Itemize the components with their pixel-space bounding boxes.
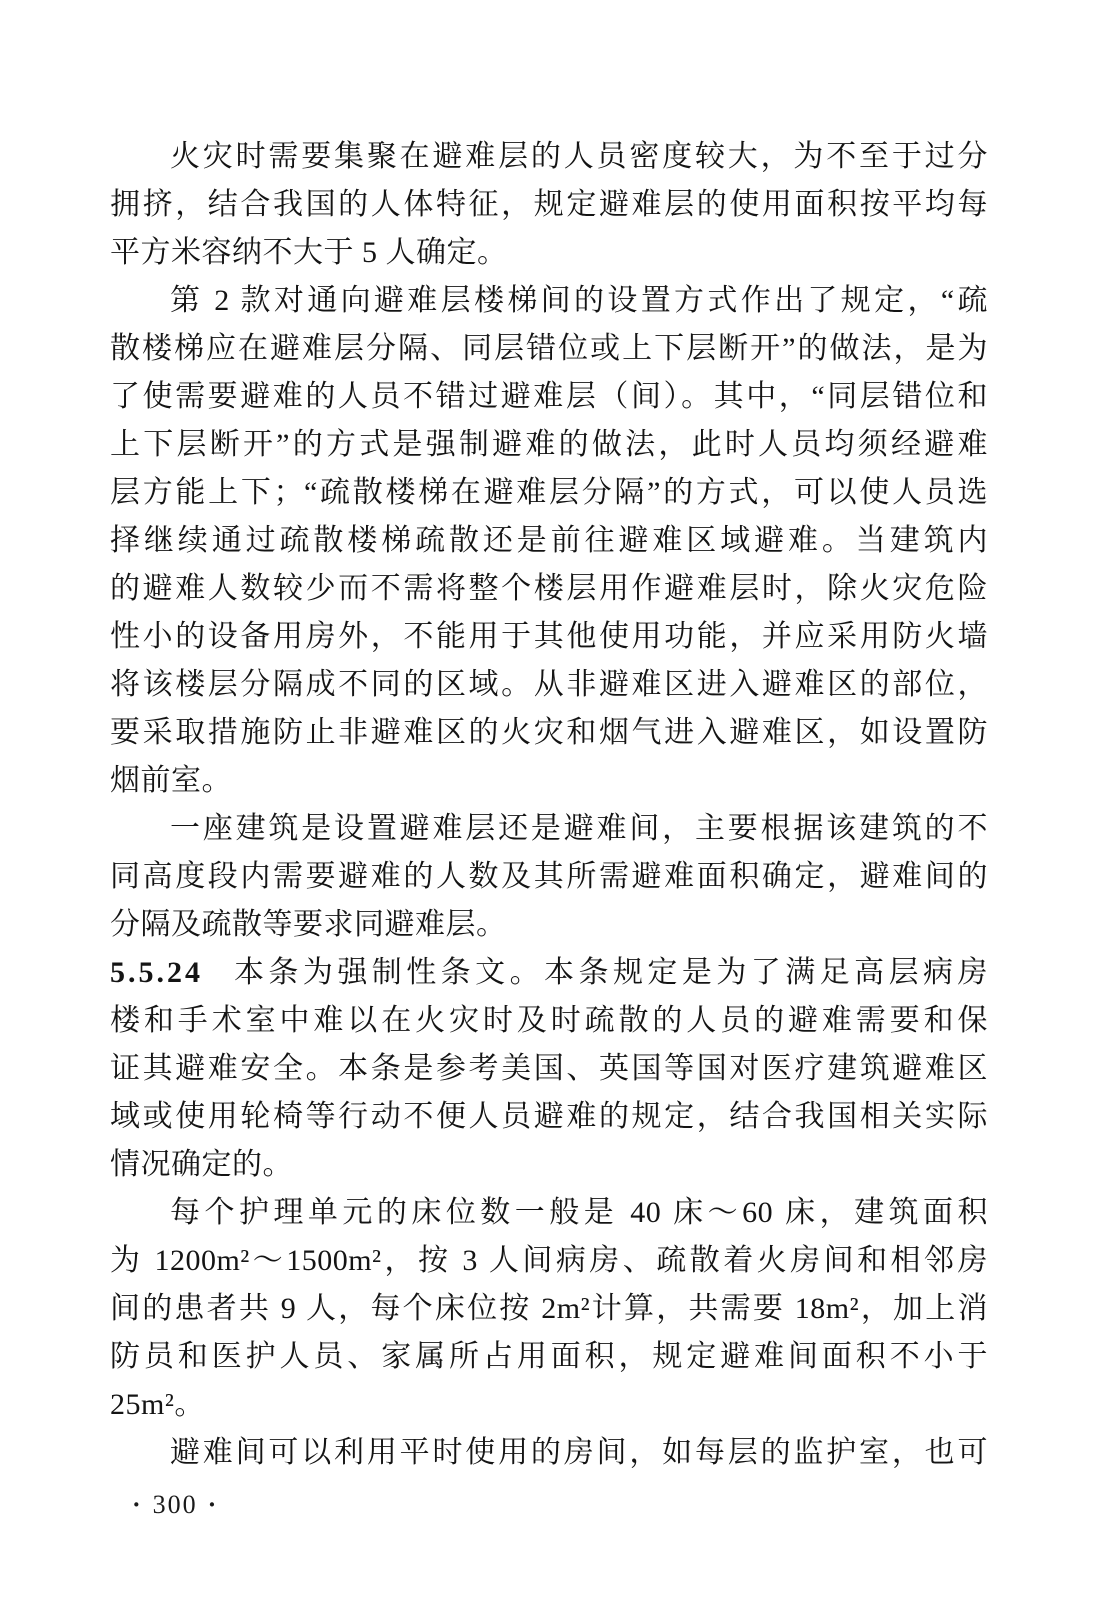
section-number: 5.5.24 (110, 956, 203, 989)
text-line (110, 1237, 988, 1285)
text-line (110, 1381, 988, 1429)
text-line (110, 1093, 988, 1141)
line-text: 拥挤，结合我国的人体特征，规定避难层的使用面积按平均每 (110, 188, 988, 221)
line-text: 楼和手术室中难以在火灾时及时疏散的人员的避难需要和保 (110, 1004, 988, 1037)
line-text: 防员和医护人员、家属所占用面积，规定避难间面积不小于 (110, 1340, 988, 1373)
text-line (110, 997, 988, 1045)
line-text: 为 1200m²～1500m²，按 3 人间病房、疏散着火房间和相邻房 (110, 1244, 988, 1277)
line-text: 上下层断开”的方式是强制避难的做法，此时人员均须经避难 (110, 428, 988, 461)
line-text: 证其避难安全。本条是参考美国、英国等国对医疗建筑避难区 (110, 1052, 988, 1085)
text-line (110, 517, 988, 565)
line-text: 域或使用轮椅等行动不便人员避难的规定，结合我国相关实际 (110, 1100, 988, 1133)
page-number: 300 (152, 1490, 198, 1519)
text-line (110, 661, 988, 709)
text-line (110, 325, 988, 373)
text-line (110, 565, 988, 613)
text-line (110, 1285, 988, 1333)
text-line (110, 613, 988, 661)
text-line (110, 469, 988, 517)
line-text: 一座建筑是设置避难层还是避难间，主要根据该建筑的不 (170, 812, 988, 845)
line-text: 要采取措施防止非避难区的火灾和烟气进入避难区，如设置防 (110, 716, 988, 749)
text-line (110, 1189, 988, 1237)
line-text: 25m²。 (110, 1388, 205, 1421)
page-footer (122, 1488, 228, 1522)
text-line (110, 949, 988, 997)
line-text: 本条为强制性条文。本条规定是为了满足高层病房 (230, 956, 988, 989)
line-text: 散楼梯应在避难层分隔、同层错位或上下层断开”的做法，是为 (110, 332, 988, 365)
text-line (110, 277, 988, 325)
line-text: 火灾时需要集聚在避难层的人员密度较大，为不至于过分 (170, 140, 988, 173)
line-text: 择继续通过疏散楼梯疏散还是前往避难区域避难。当建筑内 (110, 524, 988, 557)
text-line (110, 1333, 988, 1381)
line-text: 性小的设备用房外，不能用于其他使用功能，并应采用防火墙 (110, 620, 988, 653)
text-line (110, 1141, 988, 1189)
line-text: 同高度段内需要避难的人数及其所需避难面积确定，避难间的 (110, 860, 988, 893)
line-text: 层方能上下；“疏散楼梯在避难层分隔”的方式，可以使人员选 (110, 476, 988, 509)
text-line (110, 805, 988, 853)
line-text: 间的患者共 9 人，每个床位按 2m²计算，共需要 18m²，加上消 (110, 1292, 988, 1325)
line-text: 了使需要避难的人员不错过避难层（间）。其中，“同层错位和 (110, 380, 988, 413)
text-line (110, 757, 988, 805)
text-line (110, 373, 988, 421)
body-text (110, 133, 988, 1477)
footer-dot-left: · (132, 1490, 143, 1519)
text-line (110, 421, 988, 469)
line-text: 第 2 款对通向避难层楼梯间的设置方式作出了规定，“疏 (170, 284, 988, 317)
text-line (110, 1429, 988, 1477)
text-line (110, 133, 988, 181)
line-text: 将该楼层分隔成不同的区域。从非避难区进入避难区的部位， (110, 668, 988, 701)
footer-dot-right: · (207, 1490, 219, 1519)
line-text: 每个护理单元的床位数一般是 40 床～60 床，建筑面积 (170, 1196, 988, 1229)
text-line (110, 181, 988, 229)
line-text: 平方米容纳不大于 5 人确定。 (110, 236, 508, 269)
text-line (110, 901, 988, 949)
text-line (110, 853, 988, 901)
line-text: 情况确定的。 (110, 1148, 293, 1181)
line-text: 的避难人数较少而不需将整个楼层用作避难层时，除火灾危险 (110, 572, 988, 605)
text-line (110, 1045, 988, 1093)
line-text: 避难间可以利用平时使用的房间，如每层的监护室，也可 (170, 1436, 988, 1469)
line-text: 烟前室。 (110, 764, 232, 797)
line-text: 分隔及疏散等要求同避难层。 (110, 908, 507, 941)
text-line (110, 709, 988, 757)
text-line (110, 229, 988, 277)
